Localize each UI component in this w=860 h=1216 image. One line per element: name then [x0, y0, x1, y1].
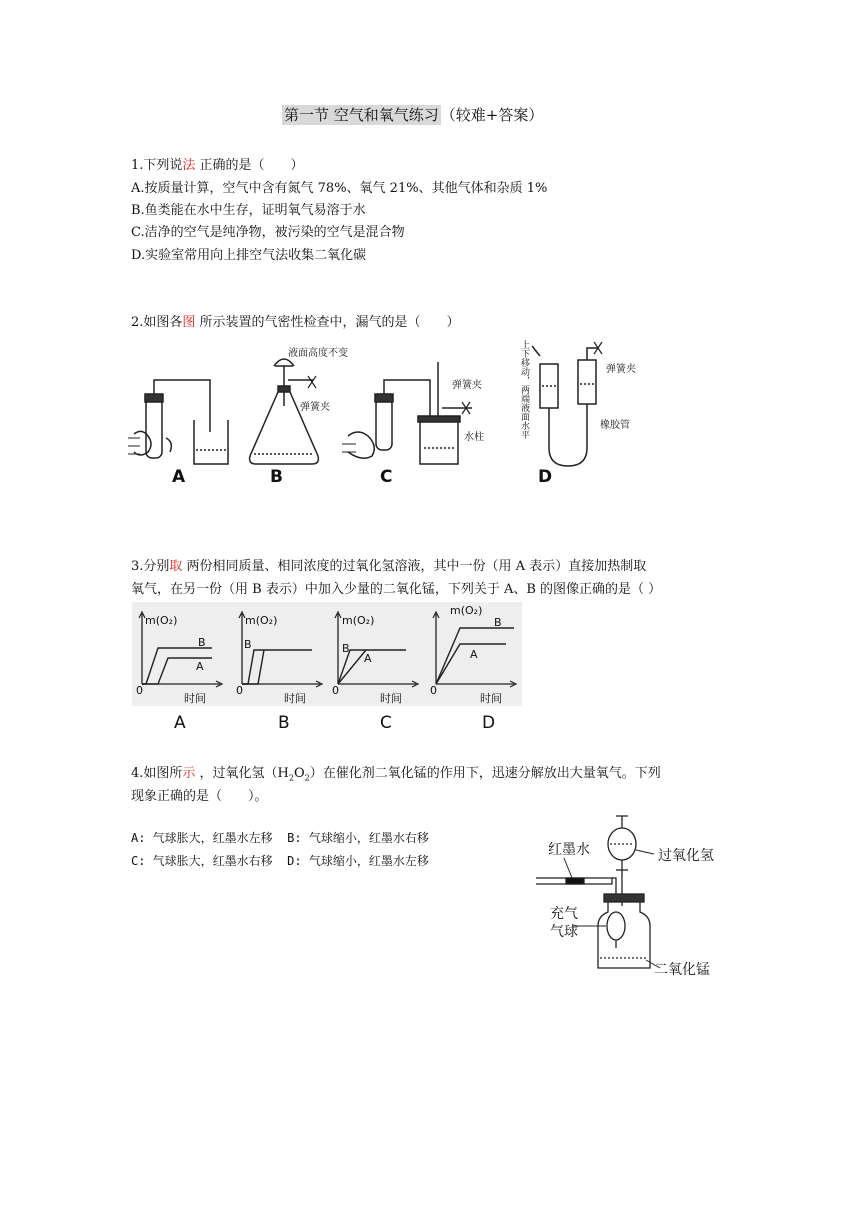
q4-fig-ink: 红墨水	[548, 842, 590, 858]
graph-d-yaxis: m(O₂)	[450, 604, 483, 617]
q4-option-b: B: 气球缩小，红墨水右移	[287, 831, 429, 845]
graph-c-series-a: A	[364, 652, 372, 665]
q2-note-c-column: 水柱	[464, 432, 484, 443]
title-main: 第一节 空气和氧气练习	[284, 106, 439, 124]
q2-note-d-tube: 橡胶管	[600, 420, 630, 431]
apparatus-d	[532, 342, 602, 466]
q4-sub-1: 2	[288, 773, 294, 783]
graph-c-xaxis: 时间	[380, 692, 402, 705]
q2-note-d-clip: 弹簧夹	[606, 364, 636, 375]
graph-c-yaxis: m(O₂)	[342, 614, 375, 627]
q2-stem-red: 图	[182, 315, 196, 330]
graph-c-series-b: B	[342, 642, 350, 655]
q1-stem	[131, 154, 304, 173]
q4-stem-a: 4.如图所	[131, 766, 183, 781]
graph-b-origin: 0	[236, 684, 243, 697]
graph-d-xaxis: 时间	[480, 692, 502, 705]
q3-stem-red: 取	[169, 559, 183, 574]
q1-option-b: B.鱼类能在水中生存，证明氧气易溶于水	[131, 203, 366, 218]
q4-figure	[536, 808, 756, 978]
graph-a-series-b: B	[198, 636, 206, 649]
graph-b-series-b: B	[244, 638, 252, 651]
q4-options-row-2	[131, 852, 429, 869]
title-suffix: （较难+答案）	[440, 106, 544, 124]
graph-c-origin: 0	[332, 684, 339, 697]
q3-panel-d: D	[482, 713, 496, 733]
q4-fig-mno2: 二氧化锰	[654, 962, 710, 978]
q3-panel-a: A	[174, 713, 186, 733]
q4-stem-b: ，过氧化氢（H	[195, 766, 289, 781]
q4-stem-c: O	[294, 766, 305, 781]
q4-stem-red: 示	[182, 766, 196, 781]
q2-stem	[131, 311, 460, 330]
q2-note-d-move: 上下移动，两端液面水平	[519, 340, 529, 439]
q4-stem-d: ）在催化剂二氧化锰的作用下，迅速分解放出大量氧气。下列	[309, 766, 661, 781]
graph-a-origin: 0	[136, 684, 143, 697]
q3-stem-a: 3.分别	[131, 559, 170, 574]
q2-label-b: B	[270, 467, 283, 487]
q1-stem-b: 正确的是（ ）	[195, 158, 304, 173]
graph-d-series-b: B	[494, 616, 502, 629]
q1-stem-a: 1.下列说	[131, 158, 183, 173]
graph-a-yaxis: m(O₂)	[145, 614, 178, 627]
q1-option-d: D.实验室常用向上排空气法收集二氧化碳	[131, 248, 367, 263]
q3-stem-b: 两份相同质量、相同浓度的过氧化氢溶液，其中一份（用 A 表示）直接加热制取	[182, 559, 647, 574]
graph-a-xaxis: 时间	[184, 692, 206, 705]
q4-option-c: C: 气球胀大，红墨水右移	[131, 854, 273, 868]
q2-label-c: C	[380, 467, 393, 487]
q2-stem-a: 2.如图各	[131, 315, 183, 330]
q2-stem-b: 所示装置的气密性检查中，漏气的是（ ）	[195, 315, 460, 330]
q4-stem-2: 现象正确的是（ ）。	[131, 789, 268, 804]
q3-panel-b: B	[278, 713, 290, 733]
apparatus-a	[128, 380, 228, 464]
graph-b-yaxis: m(O₂)	[245, 614, 278, 627]
q3-graphs	[130, 600, 530, 740]
q2-note-c-clip: 弹簧夹	[452, 380, 482, 391]
q1-option-a: A.按质量计算，空气中含有氮气 78%、氧气 21%、其他气体和杂质 1%	[131, 181, 548, 196]
q2-note-b-level: 液面高度不变	[288, 348, 348, 359]
q4-fig-balloon-2: 气球	[550, 924, 578, 940]
q2-figure	[128, 336, 648, 488]
q4-stem-1	[131, 762, 661, 783]
page-title	[282, 104, 543, 125]
q3-stem-1	[131, 555, 646, 574]
q2-note-b-clip: 弹簧夹	[300, 402, 330, 413]
graph-d-origin: 0	[430, 684, 437, 697]
q3-panel-c: C	[380, 713, 392, 733]
q4-option-d: D: 气球缩小，红墨水左移	[287, 854, 429, 868]
q4-fig-balloon-1: 充气	[550, 906, 578, 922]
graph-b-xaxis: 时间	[284, 692, 306, 705]
q4-options-row-1	[131, 829, 429, 846]
q4-option-a: A: 气球胀大，红墨水左移	[131, 831, 273, 845]
q4-fig-peroxide: 过氧化氢	[658, 848, 714, 864]
q2-label-d: D	[538, 467, 553, 487]
q1-option-c: C.洁净的空气是纯净物，被污染的空气是混合物	[131, 225, 405, 240]
apparatus-c	[342, 362, 472, 464]
q1-stem-red: 法	[182, 158, 196, 173]
graph-d-series-a: A	[470, 648, 478, 661]
q4-sub-2: 2	[304, 773, 310, 783]
graph-a-series-a: A	[196, 660, 204, 673]
q2-label-a: A	[172, 467, 186, 487]
q3-stem-2: 氧气，在另一份（用 B 表示）中加入少量的二氧化锰，下列关于 A、B 的图像正确的是（ ）	[131, 582, 662, 597]
